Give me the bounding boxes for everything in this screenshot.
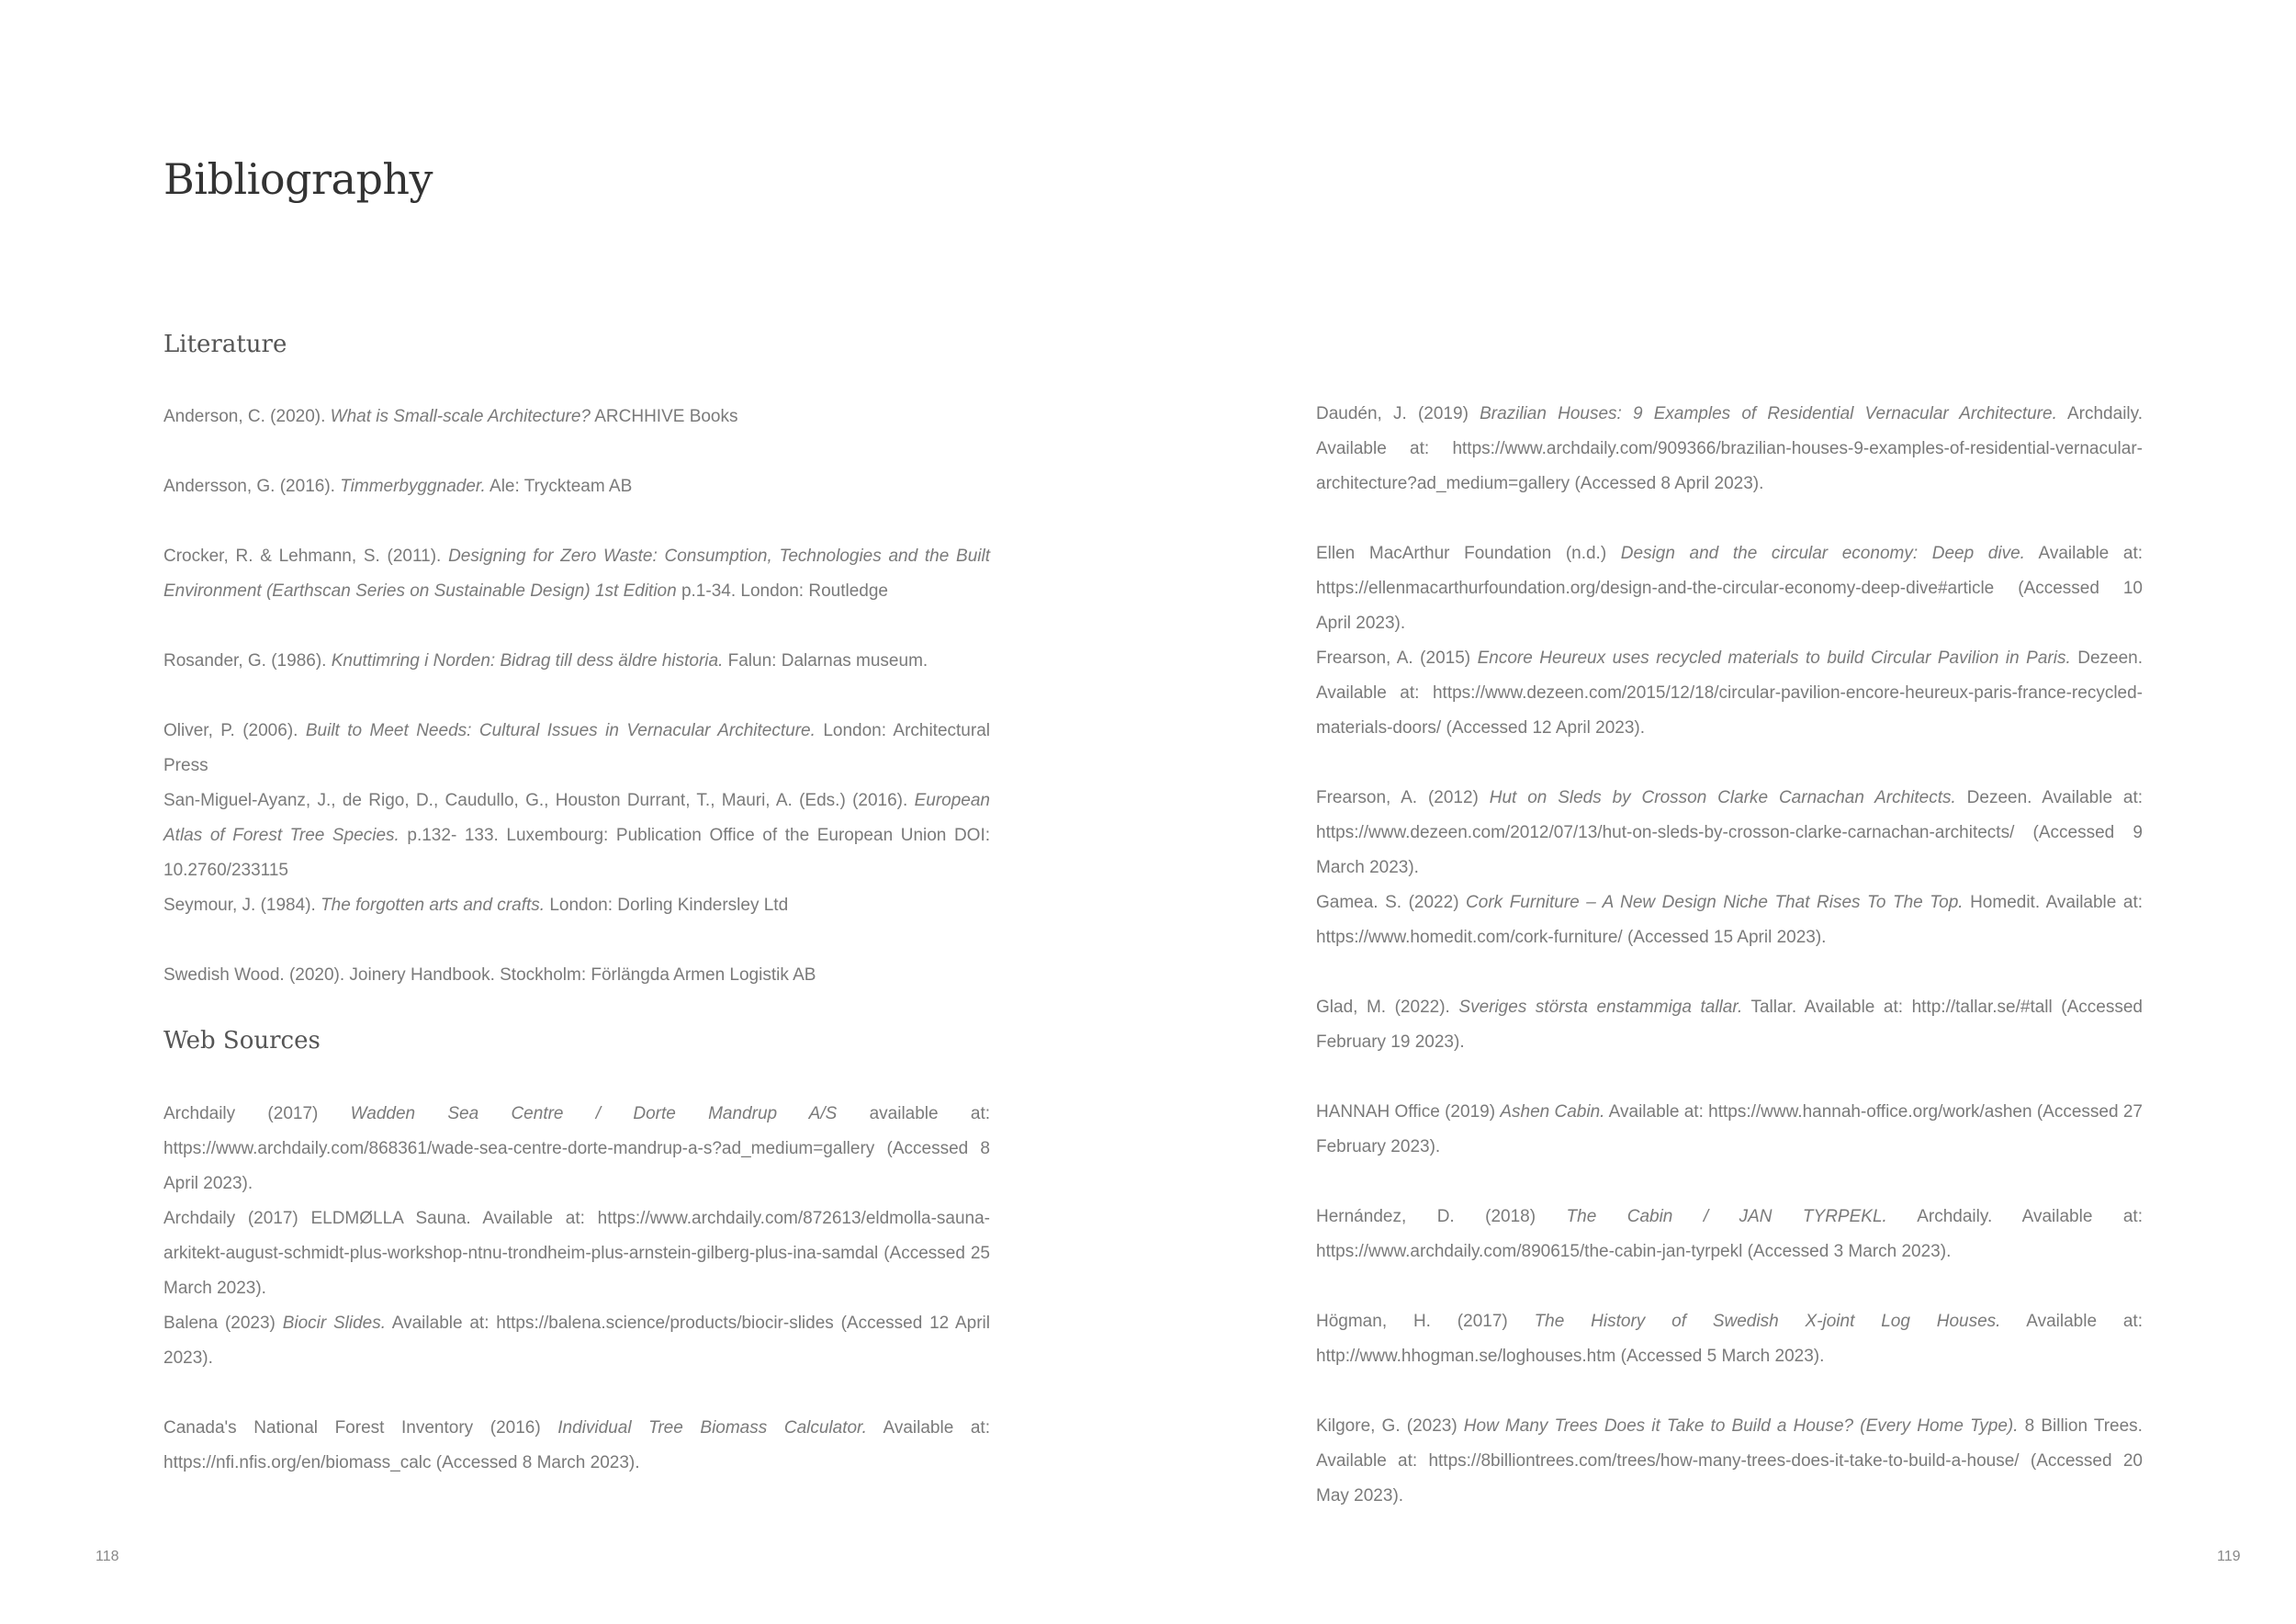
- web-source-entry: Högman, H. (2017) The History of Swedish X-joint Log Houses. Available at: http://www.hhogman.se/loghouses.htm (Accessed 5 March 2023).: [1316, 1312, 2143, 1366]
- literature-entry: Anderson, C. (2020). What is Small-scale Architecture? ARCHHIVE Books: [163, 407, 738, 426]
- web-source-entry: Ellen MacArthur Foundation (n.d.) Design and the circular economy: Deep dive. Available at: https://ellenmacarthurfoundation.org/design-and-the-circular-economy-deep-dive#article (Accessed 10 April 2023).: [1316, 544, 2143, 633]
- literature-entry: Rosander, G. (1986). Knuttimring i Norden: Bidrag till dess äldre historia. Falun: Dalarnas museum.: [163, 651, 929, 671]
- literature-entry: Oliver, P. (2006). Built to Meet Needs: Cultural Issues in Vernacular Architecture. London: Architectural Press: [163, 721, 990, 775]
- web-source-entry: Daudén, J. (2019) Brazilian Houses: 9 Examples of Residential Vernacular Architecture. Archdaily. Available at: https://www.archdaily.com/909366/brazilian-houses-9-examples-of-residential-vernacular-architecture?ad_medium=gallery (Accessed 8 April 2023).: [1316, 404, 2144, 493]
- web-source-entry: Gamea. S. (2022) Cork Furniture – A New Design Niche That Rises To The Top. Homedit. Available at: https://www.homedit.com/cork-furniture/ (Accessed 15 April 2023).: [1316, 893, 2143, 947]
- web-source-entry: Archdaily (2017) ELDMØLLA Sauna. Available at: https://www.archdaily.com/872613/eldmolla-sauna-arkitekt-august-schmidt-plus-workshop-ntnu-trondheim-plus-arnstein-gilberg-plus-ina-samdal (Accessed 25 March 2023).: [163, 1209, 990, 1298]
- web-source-entry: Frearson, A. (2012) Hut on Sleds by Crosson Clarke Carnachan Architects. Dezeen. Available at: https://www.dezeen.com/2012/07/13/hut-on-sleds-by-crosson-clarke-carnachan-architects/ (Accessed 9 March 2023).: [1316, 788, 2144, 877]
- web-source-entry: Archdaily (2017) Wadden Sea Centre / Dorte Mandrup A/S available at: https://www.archdaily.com/868361/wade-sea-centre-dorte-mandrup-a-s?ad_medium=gallery (Accessed 8 April 2023).: [163, 1104, 990, 1193]
- web-source-entry: HANNAH Office (2019) Ashen Cabin. Available at: https://www.hannah-office.org/work/ashen (Accessed 27 February 2023).: [1316, 1102, 2143, 1156]
- web-source-entry: Glad, M. (2022). Sveriges största enstammiga tallar. Tallar. Available at: http://tallar.se/#tall (Accessed February 19 2023).: [1316, 998, 2143, 1052]
- page-number-right: 119: [2217, 1549, 2241, 1564]
- page-number-left: 118: [96, 1549, 119, 1564]
- page-title: Bibliography: [163, 154, 433, 204]
- literature-entry: San-Miguel-Ayanz, J., de Rigo, D., Caudullo, G., Houston Durrant, T., Mauri, A. (Eds.) (2016). European Atlas of Forest Tree Species. p.132- 133. Luxembourg: Publication Office of the European Union DOI: 10.2760/233115: [163, 791, 991, 880]
- web-sources-heading: Web Sources: [163, 1027, 321, 1054]
- web-source-entry: Canada's National Forest Inventory (2016) Individual Tree Biomass Calculator. Available at: https://nfi.nfis.org/en/biomass_calc (Accessed 8 March 2023).: [163, 1418, 990, 1472]
- literature-entry: Crocker, R. & Lehmann, S. (2011). Designing for Zero Waste: Consumption, Technologies and the Built Environment (Earthscan Series on Sustainable Design) 1st Edition p.1-34. London: Routledge: [163, 547, 991, 601]
- literature-entry: Swedish Wood. (2020). Joinery Handbook. Stockholm: Förlängda Armen Logistik AB: [163, 965, 816, 985]
- web-source-entry: Kilgore, G. (2023) How Many Trees Does it Take to Build a House? (Every Home Type). 8 Billion Trees. Available at: https://8billiontrees.com/trees/how-many-trees-does-it-take-to-build-a-house/ (Accessed 20 May 2023).: [1316, 1416, 2143, 1506]
- literature-entry: Andersson, G. (2016). Timmerbyggnader. Ale: Tryckteam AB: [163, 477, 633, 496]
- web-source-entry: Hernández, D. (2018) The Cabin / JAN TYRPEKL. Archdaily. Available at: https://www.archdaily.com/890615/the-cabin-jan-tyrpekl (Accessed 3 March 2023).: [1316, 1207, 2143, 1261]
- literature-entry: Seymour, J. (1984). The forgotten arts and crafts. London: Dorling Kindersley Ltd: [163, 896, 789, 915]
- web-source-entry: Frearson, A. (2015) Encore Heureux uses recycled materials to build Circular Pavilion in Paris. Dezeen. Available at: https://www.dezeen.com/2015/12/18/circular-pavilion-encore-heureux-paris-france-recycled-materials-doors/ (Accessed 12 April 2023).: [1316, 648, 2144, 738]
- literature-heading: Literature: [163, 331, 287, 358]
- web-source-entry: Balena (2023) Biocir Slides. Available at: https://balena.science/products/biocir-slides (Accessed 12 April 2023).: [163, 1314, 990, 1368]
